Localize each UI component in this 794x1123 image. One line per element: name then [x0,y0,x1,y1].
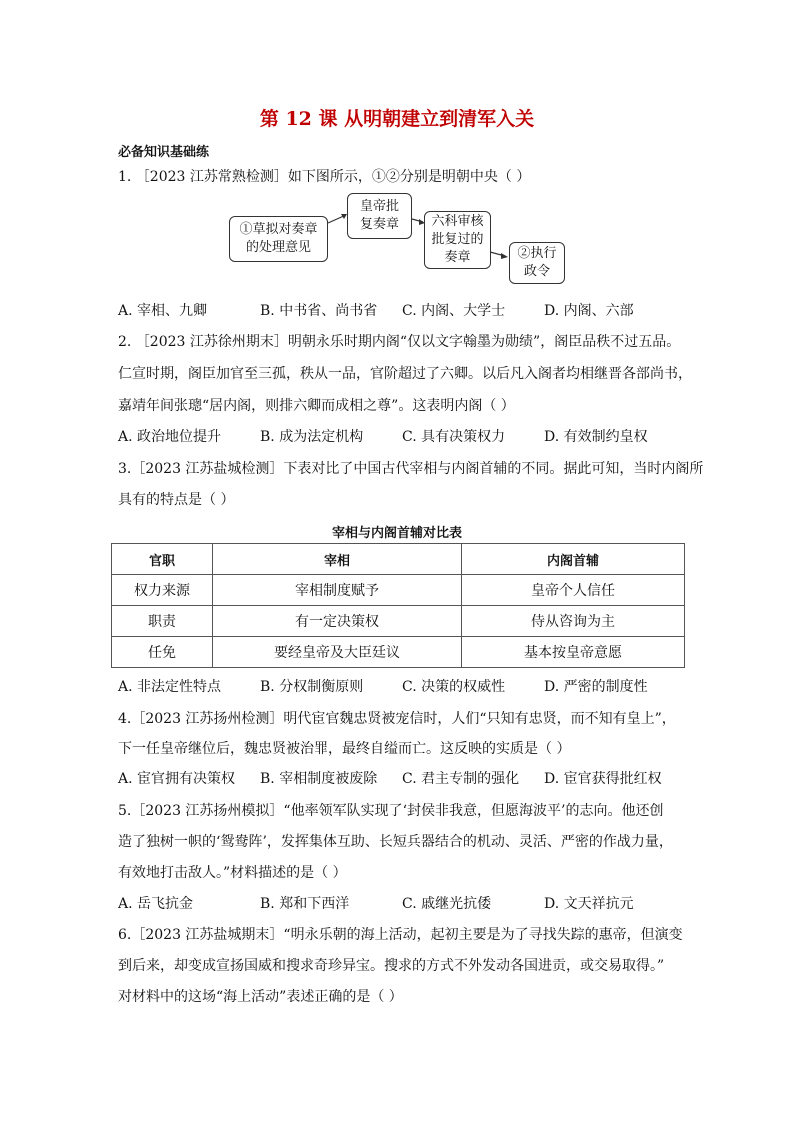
q6-line-1: 6.［2023 江苏盐城期末］“明永乐朝的海上活动，起初主要是为了寻找失踪的惠帝，但演变 [118,927,683,943]
table-cell: 职责 [112,606,213,637]
q4-line-2: 下一任皇帝继位后，魏忠贤被治罪，最终自缢而亡。这反映的实质是（ ） [118,741,571,757]
q1-stem: 1. ［2023 江苏常熟检测］如下图所示，①②分别是明朝中央（ ） [118,169,531,185]
page-title: 第 12 课 从明朝建立到清军入关 [259,108,535,130]
flow-step-3-line-2: 批复过的 [431,232,484,247]
q3-line-2: 具有的特点是（ ） [118,492,235,508]
flow-step-3-line-3: 奏章 [444,250,471,265]
flow-step-3-line-1: 六科审核 [431,214,484,229]
q5-option-b[interactable]: B. 郑和下西洋 [260,896,350,912]
flow-step-3 [424,211,491,269]
q5-options [118,893,678,913]
table-cell: 有一定决策权 [213,606,462,637]
q1-options [118,300,678,320]
q5-option-c[interactable]: C. 戚继光抗倭 [402,896,492,912]
table-row [112,606,685,637]
flow-step-1 [229,216,328,262]
table-row [112,575,685,606]
flow-arrow-1 [320,205,360,235]
flow-step-4 [509,242,565,284]
q3-options [118,676,678,696]
flow-arrow-2 [408,213,430,229]
table-header: 宰相 [213,544,462,575]
q1-option-d[interactable]: D. 内阁、六部 [544,303,634,319]
q4-option-a[interactable]: A. 宦官拥有决策权 [118,771,236,787]
table-header-row [112,544,685,575]
q2-line-1: 2. ［2023 江苏徐州期末］明朝永乐时期内阁“仅以文字翰墨为勋绩”，阁臣品秩不过五品。 [118,334,681,350]
table-cell: 宰相制度赋予 [213,575,462,606]
q6-line-2: 到后来，却变成宣扬国威和搜求奇珍异宝。搜求的方式不外发动各国进贡，或交易取得。” [118,958,665,974]
flow-step-4-line-1: ②执行 [517,246,557,261]
table-cell: 基本按皇帝意愿 [462,637,685,668]
table-cell: 权力来源 [112,575,213,606]
q5-line-1: 5.［2023 江苏扬州模拟］“他率领军队实现了‘封侯非我意，但愿海波平’的志向。他还创 [118,803,664,819]
q3-line-1: 3.［2023 江苏盐城检测］下表对比了中国古代宰相与内阁首辅的不同。据此可知，当时内阁所 [118,461,704,477]
q2-options [118,426,678,446]
q4-option-b[interactable]: B. 宰相制度被废除 [260,771,378,787]
q3-option-a[interactable]: A. 非法定性特点 [118,679,222,695]
q2-line-2: 仁宣时期，阁臣加官至三孤，秩从一品，官阶超过了六卿。以后凡入阁者均相继晋各部尚书， [118,366,692,382]
table-cell: 皇帝个人信任 [462,575,685,606]
comparison-table [111,543,685,668]
q4-option-d[interactable]: D. 宦官获得批红权 [544,771,662,787]
q5-line-2: 造了独树一帜的‘鸳鸯阵’，发挥集体互助、长短兵器结合的机动、灵活、严密的作战力量， [118,834,673,850]
table-cell: 要经皇帝及大臣廷议 [213,637,462,668]
flow-step-1-line-2: 的处理意见 [245,240,311,255]
q1-option-c[interactable]: C. 内阁、大学士 [402,303,506,319]
q4-options [118,768,678,788]
table-cell: 侍从咨询为主 [462,606,685,637]
q6-line-3: 对材料中的这场“海上活动”表述正确的是（ ） [118,989,403,1005]
q2-option-c[interactable]: C. 具有决策权力 [402,429,506,445]
q3-option-c[interactable]: C. 决策的权威性 [402,679,506,695]
q4-option-c[interactable]: C. 君主专制的强化 [402,771,520,787]
q3-option-d[interactable]: D. 严密的制度性 [544,679,648,695]
q5-line-3: 有效地打击敌人。”材料描述的是（ ） [118,865,347,881]
flow-step-2-line-1: 皇帝批 [359,199,399,214]
q5-option-a[interactable]: A. 岳飞抗金 [118,896,194,912]
q1-option-a[interactable]: A. 宰相、九卿 [118,303,208,319]
flow-step-1-line-1: ①草拟对奏章 [239,222,318,237]
q4-line-1: 4.［2023 江苏扬州检测］明代宦官魏忠贤被宠信时，人们“只知有忠贤，而不知有皇上”， [118,711,676,727]
q2-option-b[interactable]: B. 成为法定机构 [260,429,364,445]
q5-option-d[interactable]: D. 文天祥抗元 [544,896,634,912]
flow-step-2-line-2: 复奏章 [359,217,399,232]
q1-option-b[interactable]: B. 中书省、尚书省 [260,303,378,319]
q2-line-3: 嘉靖年间张璁“居内阁，则排六卿而成相之尊”。这表明内阁（ ） [118,398,515,414]
table-row [112,637,685,668]
section-heading: 必备知识基础练 [118,145,210,160]
table-cell: 任免 [112,637,213,668]
q3-option-b[interactable]: B. 分权制衡原则 [260,679,364,695]
table-title: 宰相与内阁首辅对比表 [331,526,462,541]
table-header: 内阁首辅 [462,544,685,575]
flow-step-4-line-2: 政令 [523,264,550,279]
table-header: 官职 [112,544,213,575]
flow-arrow-3 [488,248,512,264]
q2-option-d[interactable]: D. 有效制约皇权 [544,429,648,445]
q2-option-a[interactable]: A. 政治地位提升 [118,429,222,445]
